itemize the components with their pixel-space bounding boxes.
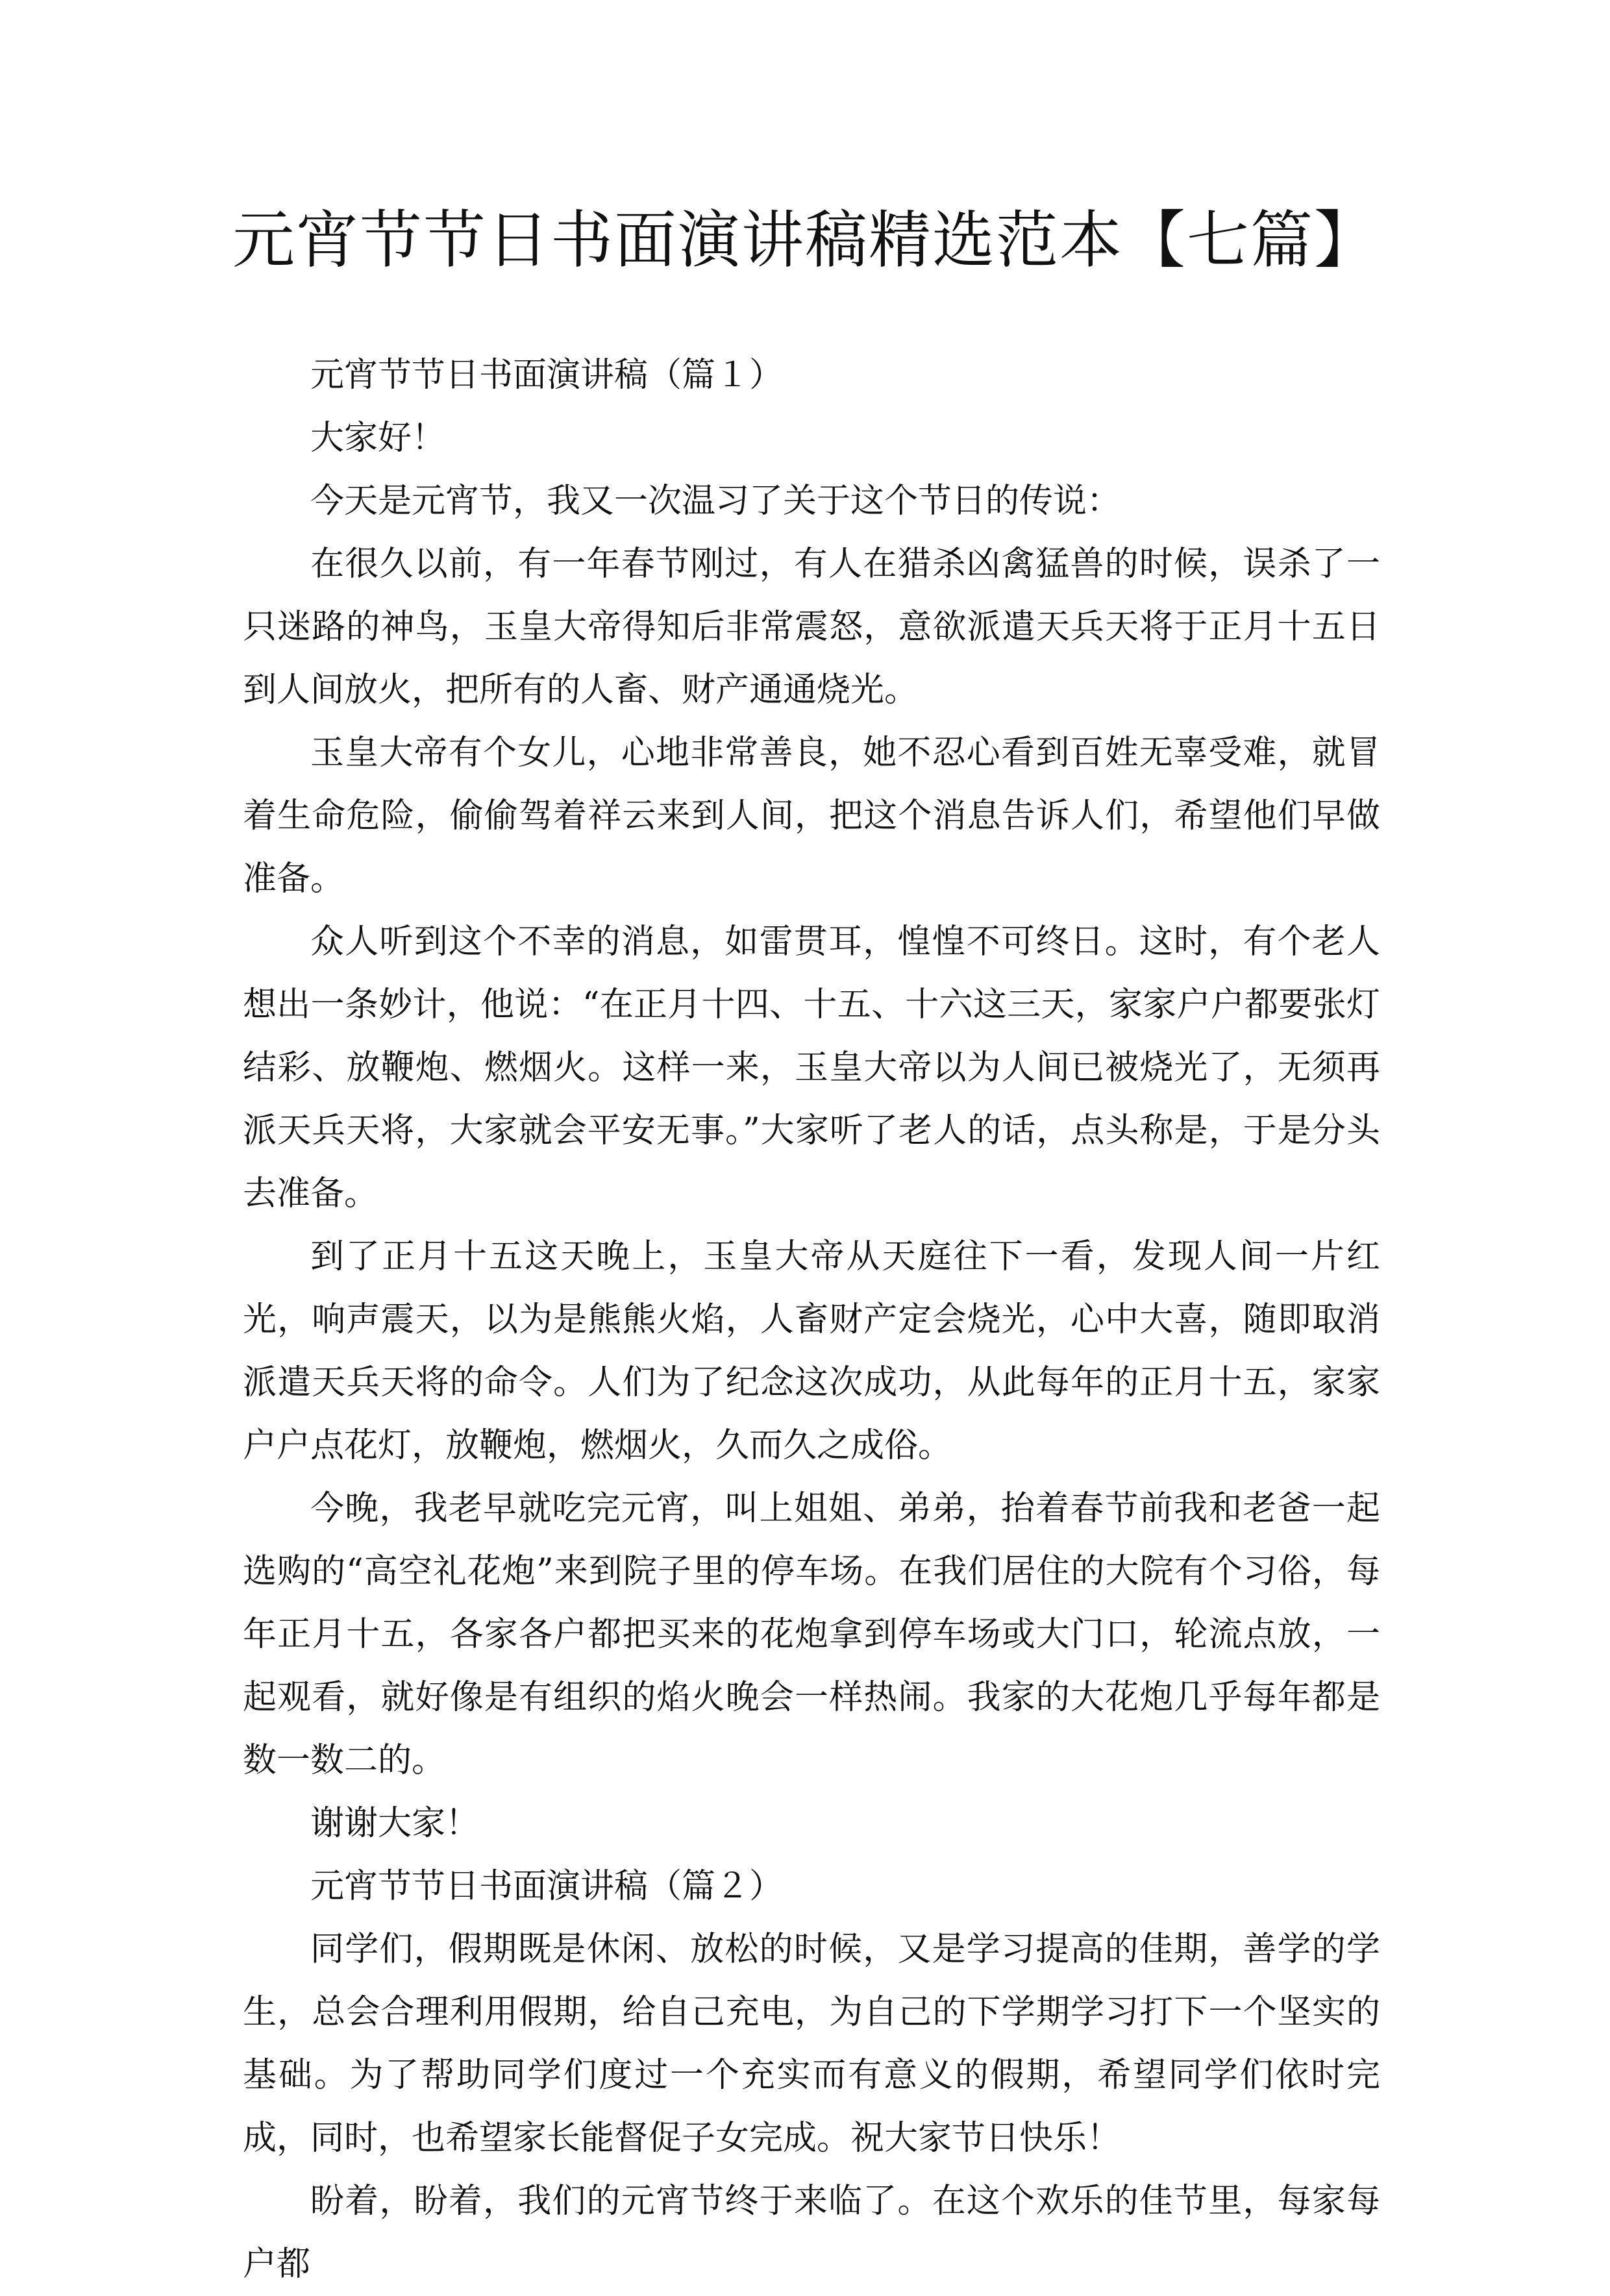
paragraph: 今晚，我老早就吃完元宵，叫上姐姐、弟弟，抬着春节前我和老爸一起选购的“高空礼花炮”来到院子里的停车场。在我们居住的大院有个习俗，每年正月十五，各家各户都把买来的花炮拿到停车场或大门口，轮流点放，一起观看，就好像是有组织的焰火晚会一样热闹。我家的大花炮几乎每年都是数一数二的。 bbox=[243, 1489, 1380, 1780]
closing: 谢谢大家！ bbox=[310, 1804, 480, 1843]
document-body bbox=[243, 344, 1380, 2296]
paragraph: 今天是元宵节，我又一次温习了关于这个节日的传说： bbox=[310, 482, 1121, 521]
paragraph: 同学们，假期既是休闲、放松的时候，又是学习提高的佳期，善学的学生，总会合理利用假期，给自己充电，为自己的下学期学习打下一个坚实的基础。为了帮助同学们度过一个充实而有意义的假期，希望同学们依时完成，同时，也希望家长能督促子女完成。祝大家节日快乐！ bbox=[243, 1930, 1380, 2158]
paragraph: 在很久以前，有一年春节刚过，有人在猎杀凶禽猛兽的时候，误杀了一只迷路的神鸟，玉皇大帝得知后非常震怒，意欲派遣天兵天将于正月十五日到人间放火，把所有的人畜、财产通通烧光。 bbox=[243, 545, 1380, 710]
paragraph: 玉皇大帝有个女儿，心地非常善良，她不忍心看到百姓无辜受难，就冒着生命危险，偷偷驾着祥云来到人间，把这个消息告诉人们，希望他们早做准备。 bbox=[243, 734, 1380, 898]
greeting: 大家好！ bbox=[310, 419, 446, 458]
document-title: 元宵节节日书面演讲稿精选范本【七篇】 bbox=[232, 204, 1378, 277]
paragraph: 众人听到这个不幸的消息，如雷贯耳，惶惶不可终日。这时，有个老人想出一条妙计，他说：“在正月十四、十五、十六这三天，家家户户都要张灯结彩、放鞭炮、燃烟火。这样一来，玉皇大帝以为人间已被烧光了，无须再派天兵天将，大家就会平安无事。”大家听了老人的话，点头称是，于是分头去准备。 bbox=[243, 922, 1380, 1213]
section-heading-1: 元宵节节日书面演讲稿（篇１） bbox=[310, 356, 784, 395]
paragraph: 到了正月十五这天晚上，玉皇大帝从天庭往下一看，发现人间一片红光，响声震天，以为是熊熊火焰，人畜财产定会烧光，心中大喜，随即取消派遣天兵天将的命令。人们为了纪念这次成功，从此每年的正月十五，家家户户点花灯，放鞭炮，燃烟火，久而久之成俗。 bbox=[243, 1237, 1380, 1465]
paragraph: 盼着，盼着，我们的元宵节终于来临了。在这个欢乐的佳节里，每家每户都 bbox=[243, 2182, 1380, 2284]
section-heading-2: 元宵节节日书面演讲稿（篇２） bbox=[310, 1867, 784, 1906]
